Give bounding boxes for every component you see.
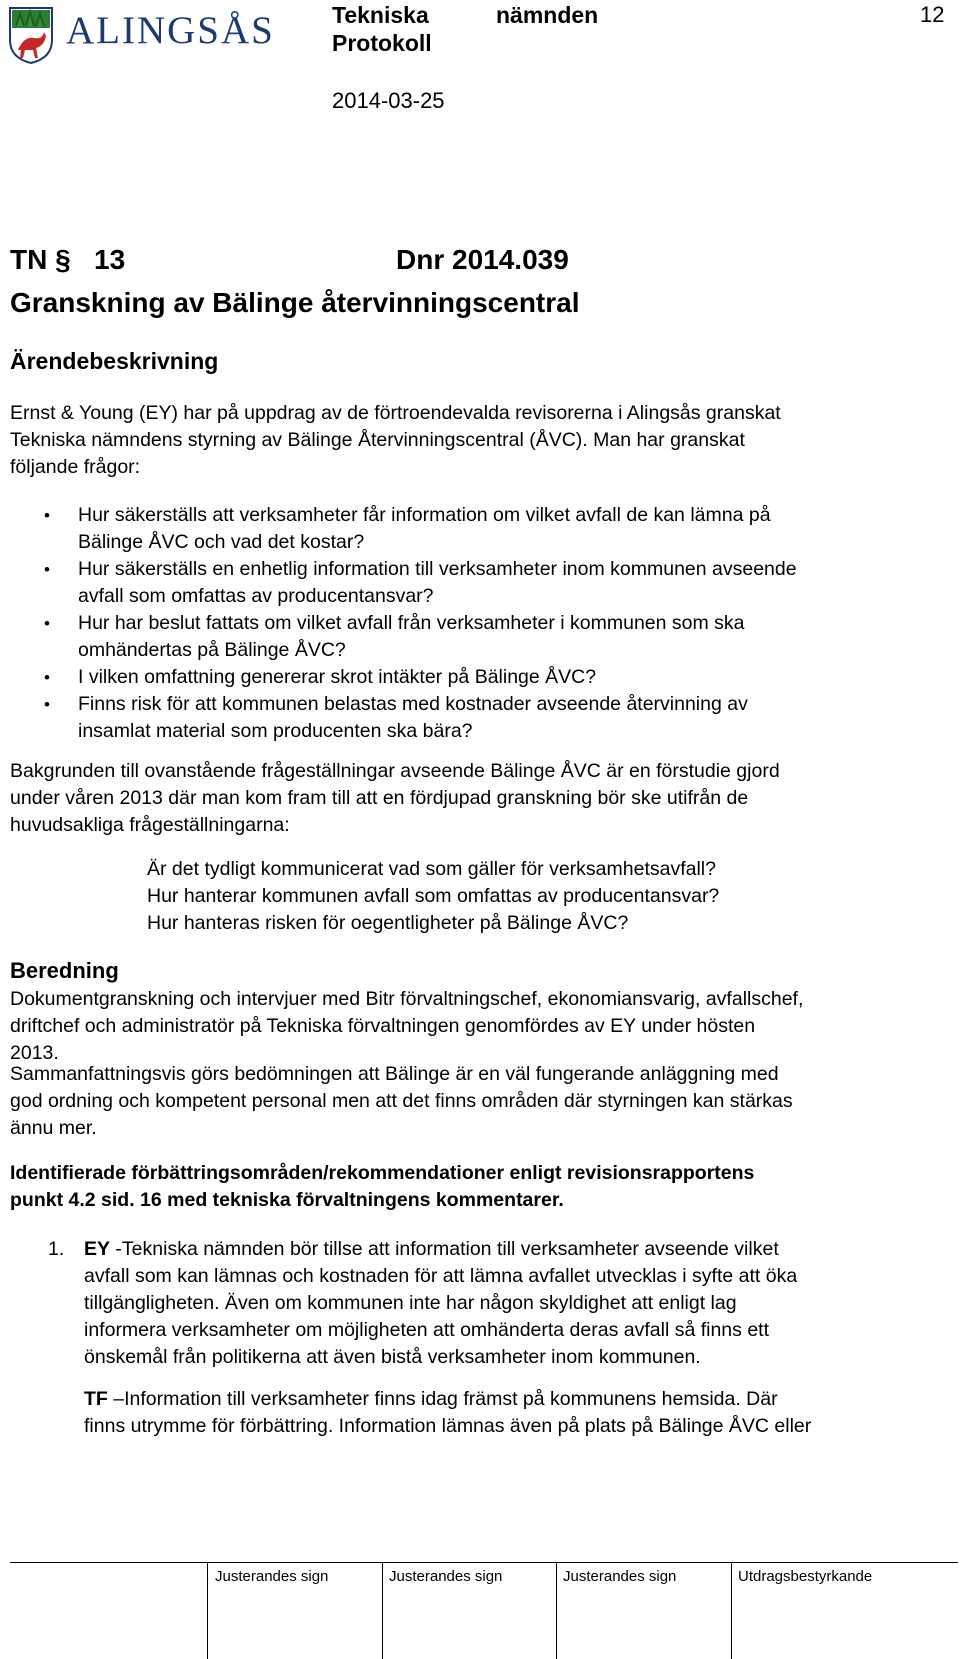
background-paragraph — [10, 758, 950, 839]
recommendations-heading: Identifierade förbättringsområden/rekommendationer enligt revisionsrapportens punkt 4.2 sid. 16 med tekniska förvaltningens kommentarer. — [10, 1162, 755, 1211]
footer-divider — [10, 1562, 958, 1563]
background-line: huvudsakliga frågeställningarna: — [10, 814, 290, 836]
footer-certification: Utdragsbestyrkande — [738, 1568, 873, 1585]
tn-number: 13 — [94, 244, 126, 275]
footer-sign-3: Justerandes sign — [563, 1568, 677, 1585]
beredning-paragraph-2: Sammanfattningsvis görs bedömningen att Bälinge är en väl fungerande anläggning med god ordning och kompetent personal men att det finns områden där styrningen kan stärkas ännu mer. — [10, 1063, 793, 1139]
indented-line: Hur hanterar kommunen avfall som omfattas av producentansvar? — [147, 885, 720, 907]
header-title-tekniska: Tekniska — [332, 2, 429, 28]
footer-column-divider — [731, 1562, 732, 1659]
dnr-number: Dnr 2014.039 — [396, 244, 569, 275]
beredning-heading: Beredning — [10, 958, 119, 983]
footer-column-divider — [556, 1562, 557, 1659]
header-subtitle: Protokoll — [332, 30, 432, 56]
list-item: • Hur säkerställs en enhetlig information till verksamheter inom kommunen avseende avfall som omfattas av producentansvar? — [10, 556, 935, 610]
beredning-paragraph-1: Dokumentgranskning och intervjuer med Bitr förvaltningschef, ekonomiansvarig, avfallschef, driftchef och administratör på Tekniska förvaltningen genomfördes av EY under hösten 2013. — [10, 988, 804, 1064]
footer-sign-2: Justerandes sign — [389, 1568, 503, 1585]
indented-questions — [147, 856, 719, 937]
intro-line: följande frågor: — [10, 456, 141, 478]
list-item: • Finns risk för att kommunen belastas med kostnader avseende återvinning av insamlat material som producenten ska bära? — [10, 691, 935, 745]
list-item: • I vilken omfattning genererar skrot intäkter på Bälinge ÅVC? — [10, 664, 935, 691]
background-line: Bakgrunden till ovanstående frågeställningar avseende Bälinge ÅVC är en förstudie gjord — [10, 760, 780, 782]
footer-column-divider — [207, 1562, 208, 1659]
tf-comment: TF –Information till verksamheter finns idag främst på kommunens hemsida. Där finns utrymme för förbättring. Information lämnas även på plats på Bälinge ÅVC eller — [84, 1388, 812, 1437]
header-title-namnden: nämnden — [496, 2, 599, 28]
list-item: • Hur säkerställs att verksamheter får information om vilket avfall de kan lämna på Bälinge ÅVC och vad det kostar? — [10, 502, 935, 556]
list-item: • Hur har beslut fattats om vilket avfall från verksamheter i kommunen som ska omhändertas på Bälinge ÅVC? — [10, 610, 935, 664]
intro-line: Tekniska nämndens styrning av Bälinge Återvinningscentral (ÅVC). Man har granskat — [10, 429, 745, 451]
background-line: under våren 2013 där man kom fram till att en fördjupad granskning bör ske utifrån de — [10, 787, 749, 809]
intro-line: Ernst & Young (EY) har på uppdrag av de förtroendevalda revisorerna i Alingsås granskat — [10, 402, 781, 424]
subheading-arendebeskrivning: Ärendebeskrivning — [10, 348, 219, 374]
ey-recommendation: EY -Tekniska nämnden bör tillse att information till verksamheter avseende vilket avfall som kan lämnas och kostnaden för att lämna avfallet utvecklas i syfte att öka tillgängligheten. Även om kommunen inte har någon skyldighet att enligt lag informera verksamheter om möjligheten att omhänderta deras avfall så finns ett önskemål från politikerna att även bistå verksamheter inom kommunen. — [84, 1238, 798, 1368]
alingsas-logo — [8, 6, 298, 68]
section-title: Granskning av Bälinge återvinningscentral — [10, 287, 580, 318]
tf-label: TF — [84, 1388, 108, 1410]
indented-line: Hur hanteras risken för oegentligheter på Bälinge ÅVC? — [147, 912, 629, 934]
item-number: 1. — [48, 1238, 65, 1260]
indented-line: Är det tydligt kommunicerat vad som gäller för verksamhetsavfall? — [147, 858, 716, 880]
footer-column-divider — [382, 1562, 383, 1659]
coat-of-arms-icon — [8, 6, 54, 64]
ey-label: EY — [84, 1238, 111, 1260]
question-list — [10, 502, 935, 745]
page-number: 12 — [920, 2, 945, 27]
header-date: 2014-03-25 — [332, 88, 445, 113]
intro-paragraph — [10, 400, 950, 481]
logo-text: ALINGSÅS — [66, 9, 275, 52]
footer-sign-1: Justerandes sign — [215, 1568, 329, 1585]
tn-label: TN § — [10, 244, 71, 275]
